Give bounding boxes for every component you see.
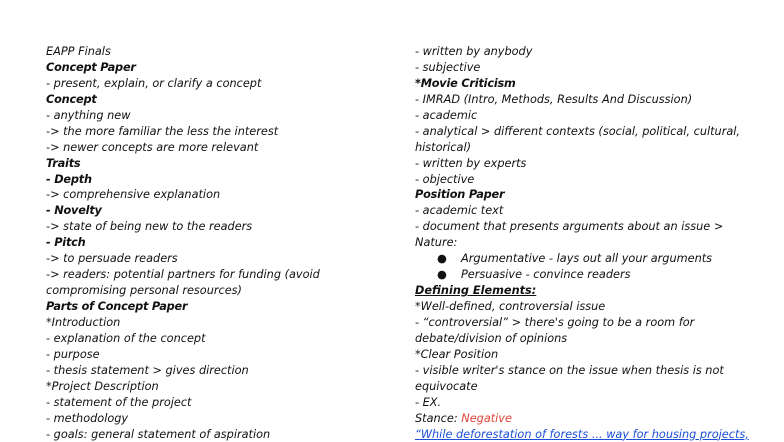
note-line: historical)	[415, 140, 735, 156]
trait-novelty: - Novelty	[46, 203, 376, 219]
note-line: Nature:	[415, 235, 735, 251]
note-line: - academic text	[415, 203, 735, 219]
stance-label: Stance:	[415, 412, 461, 425]
note-line: -> comprehensive explanation	[46, 187, 376, 203]
note-line: - academic	[415, 108, 735, 124]
note-line: *Well-defined, controversial issue	[415, 299, 735, 315]
stance-value: Negative	[461, 412, 512, 425]
bullet-item	[415, 251, 735, 267]
note-line: -> readers: potential partners for funding (avoid	[46, 267, 376, 283]
note-line: - “controversial” > there's going to be a room for	[415, 315, 735, 331]
note-line: - subjective	[415, 60, 735, 76]
note-line: - goals: general statement of aspiration	[46, 427, 376, 442]
note-line: debate/division of opinions	[415, 331, 735, 347]
note-line: - thesis statement > gives direction	[46, 363, 376, 379]
heading-traits: Traits	[46, 156, 376, 172]
note-line: - anything new	[46, 108, 376, 124]
trait-depth: - Depth	[46, 172, 376, 188]
note-line: - EX.	[415, 395, 735, 411]
heading-movie-criticism: *Movie Criticism	[415, 76, 735, 92]
bullet-dot-icon: ●	[437, 267, 447, 283]
bullet-dot-icon: ●	[437, 251, 447, 267]
heading-concept: Concept	[46, 92, 376, 108]
note-line: -> state of being new to the readers	[46, 219, 376, 235]
note-line: - IMRAD (Intro, Methods, Results And Discussion)	[415, 92, 735, 108]
note-line: - statement of the project	[46, 395, 376, 411]
heading-parts-of-concept-paper: Parts of Concept Paper	[46, 299, 376, 315]
note-line: - document that presents arguments about an issue >	[415, 219, 735, 235]
stance-line	[415, 411, 735, 427]
bullet-text: Persuasive - convince readers	[437, 268, 630, 281]
note-line: - purpose	[46, 347, 376, 363]
note-line: -> to persuade readers	[46, 251, 376, 267]
right-column	[415, 44, 735, 442]
note-line: compromising personal resources)	[46, 283, 376, 299]
bullet-item	[415, 267, 735, 283]
note-line: *Project Description	[46, 379, 376, 395]
note-line: - written by experts	[415, 156, 735, 172]
note-line: equivocate	[415, 379, 735, 395]
heading-defining-elements: Defining Elements:	[415, 283, 735, 299]
left-column	[46, 44, 376, 442]
trait-pitch: - Pitch	[46, 235, 376, 251]
note-line: - present, explain, or clarify a concept	[46, 76, 376, 92]
note-line: - written by anybody	[415, 44, 735, 60]
note-line: -> the more familiar the less the interest	[46, 124, 376, 140]
bullet-text: Argumentative - lays out all your arguments	[437, 252, 712, 265]
heading-concept-paper: Concept Paper	[46, 60, 376, 76]
note-line: *Introduction	[46, 315, 376, 331]
note-line: -> newer concepts are more relevant	[46, 140, 376, 156]
note-line: - explanation of the concept	[46, 331, 376, 347]
doc-title: EAPP Finals	[46, 44, 376, 60]
note-line: - objective	[415, 172, 735, 188]
note-line: - visible writer's stance on the issue when thesis is not	[415, 363, 735, 379]
note-line: - analytical > different contexts (social, political, cultural,	[415, 124, 735, 140]
heading-position-paper: Position Paper	[415, 187, 735, 203]
note-line: *Clear Position	[415, 347, 735, 363]
example-quote-link[interactable]: “While deforestation of forests ... way for housing projects,	[415, 427, 735, 442]
note-line: - methodology	[46, 411, 376, 427]
